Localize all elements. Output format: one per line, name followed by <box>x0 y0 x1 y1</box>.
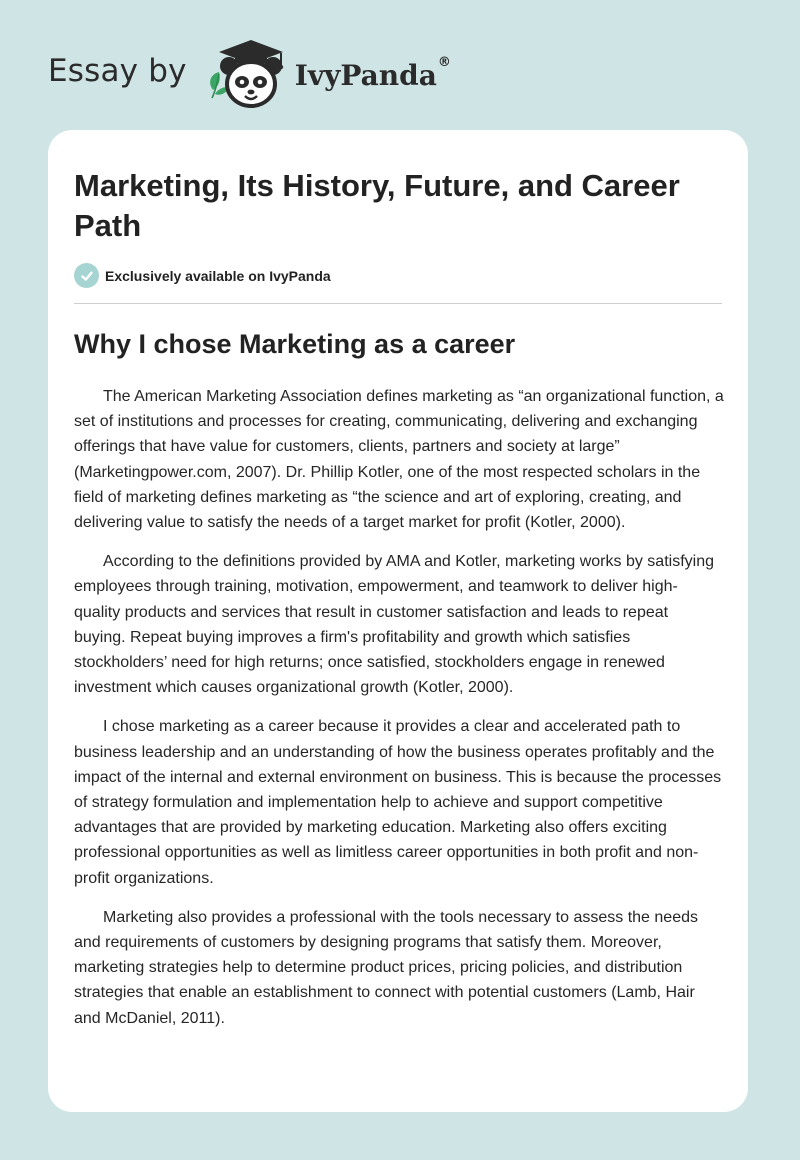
essay-by-label: Essay by <box>48 53 187 89</box>
site-header <box>48 36 451 112</box>
paragraph: The American Marketing Association defines marketing as “an organizational function, a set of institutions and processes for creating, communicating, delivering and exchanging offerings that have value for customers, clients, partners and society at large” (Marketingpower.com, 2007). Dr. Phillip Kotler, one of the most respected scholars in the field of marketing defines marketing as “the science and art of exploring, creating, and delivering value to satisfy the needs of a target market for profit (Kotler, 2000). <box>74 388 724 532</box>
section-heading: Why I chose Marketing as a career <box>74 329 516 359</box>
essay-card <box>48 130 748 1112</box>
panda-logo-icon[interactable] <box>203 36 291 112</box>
paragraph: I chose marketing as a career because it provides a clear and accelerated path to business leadership and an understanding of how the business operates profitably and the impact of the internal and external environment on business. This is because the processes of strategy formulation and implementation help to achieve and support competitive advantages that are provided by marketing education. Marketing also offers exciting professional opportunities as well as limitless career opportunities in both profit and non-profit organizations. <box>74 718 722 887</box>
title-divider <box>74 303 722 304</box>
registered-mark: ® <box>437 54 451 70</box>
check-circle-icon <box>74 263 99 288</box>
paragraph: Marketing also provides a professional with the tools necessary to assess the needs and requirements of customers by designing programs that satisfy them. Moreover, marketing strategies help to determine product prices, pricing policies, and distribution strategies that enable an establishment to connect with potential customers (Lamb, Hair and McDaniel, 2011). <box>74 908 698 1027</box>
exclusive-badge-label: Exclusively available on IvyPanda <box>105 267 331 284</box>
exclusive-badge <box>74 263 331 288</box>
essay-body <box>74 384 724 1045</box>
paragraph: According to the definitions provided by AMA and Kotler, marketing works by satisfying employees through training, motivation, empowerment, and teamwork to deliver high-quality products and services that result in customer satisfaction and leads to repeat buying. Repeat buying improves a firm's profitability and growth which satisfies stockholders’ need for high returns; once satisfied, stockholders engage in renewed investment which causes organizational growth (Kotler, 2000). <box>74 553 714 697</box>
brand-name[interactable]: IvyPanda® <box>294 54 451 92</box>
essay-title: Marketing, Its History, Future, and Career Path <box>74 168 680 243</box>
